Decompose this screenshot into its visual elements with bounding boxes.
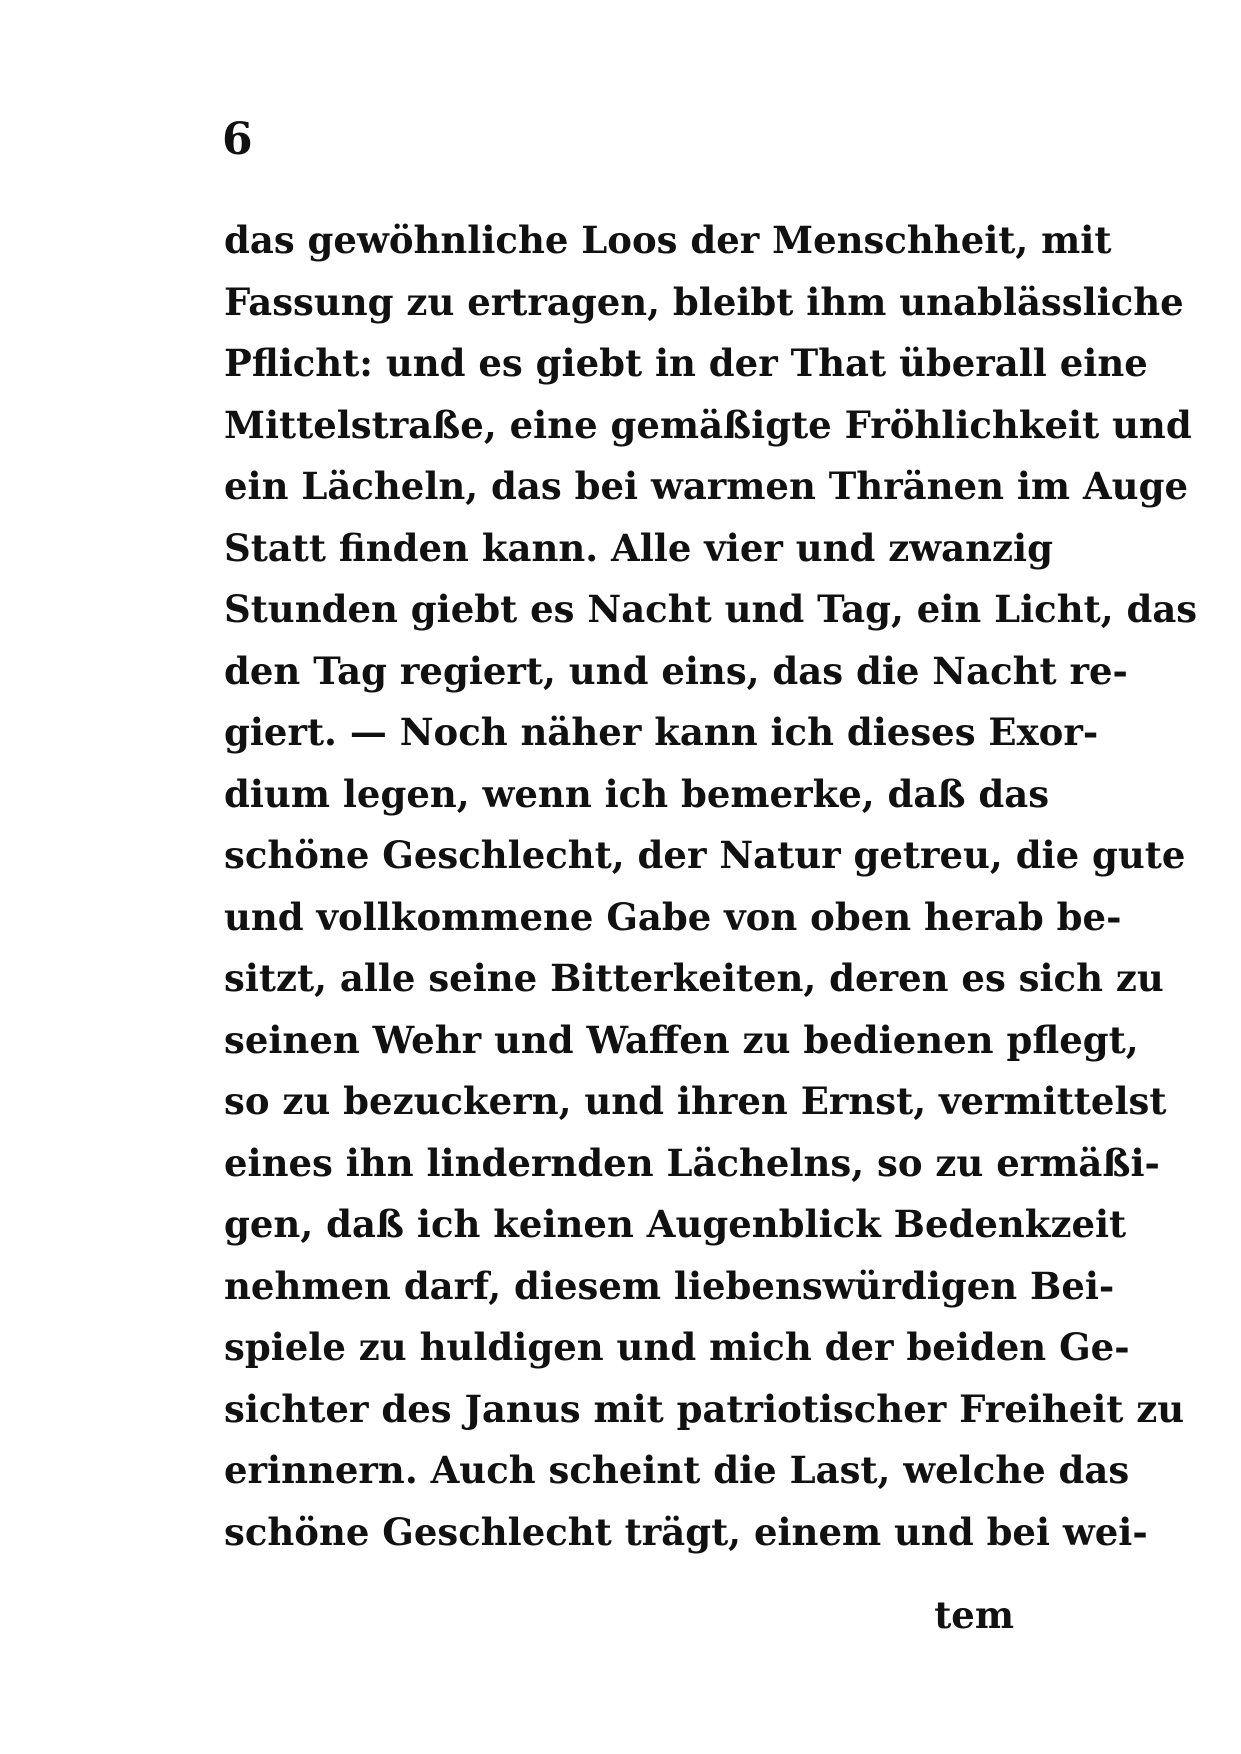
text-line: spiele zu huldigen und mich der beiden Ge- bbox=[224, 1325, 1130, 1369]
page-number: 6 bbox=[222, 114, 253, 165]
text-line: Statt finden kann. Alle vier und zwanzig bbox=[224, 525, 1053, 570]
text-line: Pflicht: und es giebt in der That überall eine bbox=[224, 341, 1148, 385]
catchword: tem bbox=[934, 1593, 1014, 1637]
text-line: seinen Wehr und Waffen zu bedienen pflegt, bbox=[224, 1017, 1139, 1062]
text-line: sitzt, alle seine Bitterkeiten, deren es sich zu bbox=[224, 956, 1164, 1000]
text-line: Fassung zu ertragen, bleibt ihm unablässliche bbox=[224, 279, 1184, 324]
text-line: dium legen, wenn ich bemerke, daß das bbox=[224, 771, 1050, 816]
text-line: erinnern. Auch scheint die Last, welche das bbox=[224, 1448, 1130, 1492]
text-line: und vollkommene Gabe von oben herab be- bbox=[224, 894, 1122, 939]
text-line: Stunden giebt es Nacht und Tag, ein Licht, das bbox=[224, 587, 1198, 631]
text-line: gen, daß ich keinen Augenblick Bedenkzeit bbox=[224, 1202, 1127, 1246]
text-line: nehmen darf, diesem liebenswürdigen Bei- bbox=[224, 1263, 1115, 1308]
body-text bbox=[224, 210, 1198, 1563]
text-line: schöne Geschlecht trägt, einem und bei wei- bbox=[224, 1509, 1148, 1554]
text-line: so zu bezuckern, und ihren Ernst, vermittelst bbox=[224, 1079, 1167, 1123]
text-line: sichter des Janus mit patriotischer Freiheit zu bbox=[224, 1386, 1185, 1431]
text-line: das gewöhnliche Loos der Menschheit, mit bbox=[224, 218, 1112, 262]
text-line: ein Lächeln, das bei warmen Thränen im Auge bbox=[224, 464, 1188, 508]
text-line: eines ihn lindernden Lächelns, so zu ermäßi- bbox=[224, 1140, 1160, 1185]
text-line: Mittelstraße, eine gemäßigte Fröhlichkeit und bbox=[224, 402, 1192, 447]
text-line: schöne Geschlecht, der Natur getreu, die gute bbox=[224, 833, 1186, 877]
text-line: giert. — Noch näher kann ich dieses Exor- bbox=[224, 710, 1099, 754]
text-line: den Tag regiert, und eins, das die Nacht re- bbox=[224, 648, 1128, 693]
